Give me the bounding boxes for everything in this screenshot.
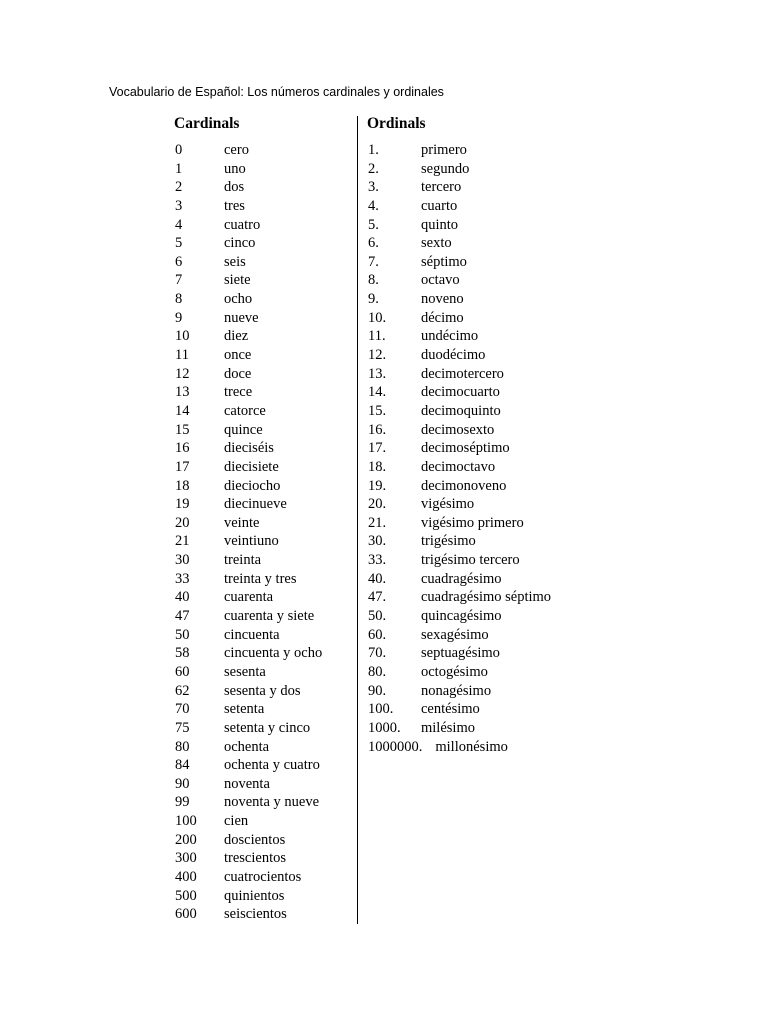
ordinal-row-word: cuadragésimo [421,570,502,587]
ordinal-row [368,458,551,477]
cardinal-row-number: 99 [175,794,190,811]
cardinal-row-number: 17 [175,458,190,475]
cardinal-row-number: 0 [175,142,183,158]
cardinal-row-number: 50 [175,626,190,643]
ordinal-row-number: 16. [368,421,387,438]
ordinal-row-word: sexagésimo [421,626,489,643]
cardinal-row-number: 500 [175,887,197,904]
cardinal-row-number: 80 [175,738,190,755]
ordinal-row-word: vigésimo [421,496,475,513]
cardinal-row-number: 11 [175,347,189,364]
ordinal-row [368,588,551,607]
cardinal-row [175,551,322,570]
ordinal-row-number: 7. [368,253,379,270]
ordinal-row-word: nonagésimo [421,682,492,699]
cardinal-row-word: cincuenta [224,626,280,643]
ordinal-row-word: segundo [421,160,470,177]
ordinal-row [368,607,551,626]
cardinal-row [175,663,322,682]
ordinal-row-word: vigésimo primero [421,514,524,531]
document-title: Vocabulario de Español: Los números cardinales y ordinales [109,85,444,99]
cardinal-row [175,290,322,309]
cardinal-row-word: cuarenta y siete [224,608,315,625]
cardinal-row-number: 33 [175,570,190,587]
ordinal-row [368,719,551,738]
ordinal-row-number: 1000000. [368,738,423,755]
cardinal-row-number: 14 [175,402,190,419]
cardinal-row [175,439,322,458]
cardinal-row [175,644,322,663]
cardinal-row-word: once [224,347,252,364]
cardinal-row-number: 16 [175,440,190,457]
ordinal-row-word: octavo [421,272,460,289]
ordinal-row-word: duodécimo [421,347,486,364]
ordinal-row [368,309,551,328]
ordinal-row-number: 19. [368,477,387,494]
cardinal-row [175,160,322,179]
cardinal-row-word: seis [224,253,246,270]
ordinal-row [368,160,551,179]
cardinal-row-word: cien [224,813,249,830]
cardinal-row [175,346,322,365]
cardinal-row-word: setenta y cinco [224,719,311,736]
cardinal-row-word: catorce [224,402,266,419]
ordinal-row-word: noveno [421,291,464,308]
column-divider [357,116,358,924]
ordinal-row-number: 3. [368,179,379,196]
ordinal-row-word: décimo [421,309,464,326]
cardinal-row [175,905,322,924]
ordinal-row [368,738,551,757]
cardinal-row [175,178,322,197]
cardinal-row [175,588,322,607]
cardinal-row-word: quinientos [224,887,285,904]
cardinal-row-word: sesenta [224,663,266,680]
ordinal-row-number: 47. [368,589,387,606]
cardinal-row [175,141,322,160]
cardinal-row-word: diecinueve [224,496,287,513]
cardinal-row-number: 5 [175,235,183,252]
cardinal-row [175,253,322,272]
cardinal-row-number: 13 [175,384,190,401]
cardinal-row [175,607,322,626]
cardinal-row-word: siete [224,272,251,289]
cardinal-row-number: 300 [175,850,197,867]
ordinal-row-word: decimoctavo [421,458,496,475]
cardinal-row-word: setenta [224,701,265,718]
cardinal-row-number: 60 [175,663,190,680]
cardinal-row [175,775,322,794]
cardinal-row-number: 8 [175,291,183,308]
ordinal-row [368,290,551,309]
cardinal-row-number: 75 [175,719,190,736]
ordinal-list [368,141,551,756]
cardinal-row-word: treinta y tres [224,570,297,587]
ordinals-heading: Ordinals [367,115,426,132]
cardinal-row-word: treinta [224,552,262,569]
cardinal-row-word: cero [224,142,249,158]
ordinal-row [368,216,551,235]
cardinal-row [175,197,322,216]
ordinal-row [368,551,551,570]
cardinal-row [175,849,322,868]
ordinal-row-number: 4. [368,197,379,214]
cardinal-row-number: 19 [175,496,190,513]
ordinal-row [368,253,551,272]
cardinal-row-word: tres [224,197,245,214]
ordinal-row [368,365,551,384]
cardinal-row-number: 400 [175,868,197,885]
cardinal-row [175,756,322,775]
cardinal-row-number: 12 [175,365,190,382]
cardinal-row [175,477,322,496]
cardinal-row [175,831,322,850]
ordinal-row [368,663,551,682]
ordinal-row-number: 40. [368,570,387,587]
ordinal-row [368,495,551,514]
cardinal-row [175,719,322,738]
cardinal-row-number: 47 [175,608,190,625]
cardinal-row-word: uno [224,160,246,177]
ordinal-row-word: séptimo [421,253,467,270]
ordinal-row-number: 17. [368,440,387,457]
cardinal-row-number: 600 [175,906,197,923]
ordinal-row-word: octogésimo [421,663,488,680]
cardinal-row [175,458,322,477]
cardinal-row-word: dieciocho [224,477,281,494]
ordinal-row-number: 11. [368,328,386,345]
cardinal-row [175,402,322,421]
cardinal-row-word: noventa [224,775,270,792]
cardinal-row-word: ochenta y cuatro [224,757,320,774]
ordinal-row-number: 12. [368,347,387,364]
ordinal-row-word: decimonoveno [421,477,507,494]
ordinal-row-word: milésimo [421,719,475,736]
cardinal-row [175,868,322,887]
cardinal-row-word: dieciséis [224,440,274,457]
ordinal-row [368,532,551,551]
ordinal-row-number: 70. [368,645,387,662]
ordinal-row [368,383,551,402]
cardinal-row-word: quince [224,421,263,438]
ordinal-row [368,197,551,216]
cardinal-row-word: cuatro [224,216,261,233]
cardinal-row [175,532,322,551]
cardinal-row [175,682,322,701]
ordinal-row [368,570,551,589]
ordinal-row [368,141,551,160]
cardinal-row-word: veinte [224,514,260,531]
cardinal-row-word: nueve [224,309,259,326]
cardinal-row-number: 84 [175,757,190,774]
ordinal-row [368,178,551,197]
cardinal-row [175,327,322,346]
cardinal-row-number: 1 [175,160,183,177]
cardinal-row [175,812,322,831]
ordinal-row [368,421,551,440]
ordinal-row-word: undécimo [421,328,479,345]
ordinal-row-number: 90. [368,682,387,699]
ordinal-row-word: decimotercero [421,365,504,382]
cardinal-row-number: 10 [175,328,190,345]
ordinal-row-number: 14. [368,384,387,401]
cardinal-row [175,421,322,440]
ordinal-row-word: tercero [421,179,462,196]
ordinal-row [368,439,551,458]
cardinal-row-word: trece [224,384,253,401]
cardinal-row-word: seiscientos [224,906,287,923]
cardinal-row [175,514,322,533]
cardinal-row [175,365,322,384]
ordinal-row-word: cuarto [421,197,458,214]
cardinal-row [175,887,322,906]
ordinal-row-word: quincagésimo [421,608,502,625]
cardinal-row-number: 100 [175,813,197,830]
cardinal-row-word: sesenta y dos [224,682,301,699]
cardinal-row [175,216,322,235]
ordinal-row [368,234,551,253]
ordinal-row-word: centésimo [421,701,480,718]
cardinal-row-word: doscientos [224,831,286,848]
cardinal-row-number: 90 [175,775,190,792]
ordinal-row [368,271,551,290]
cardinal-row-word: dos [224,179,245,196]
ordinal-row-number: 20. [368,496,387,513]
ordinal-row-number: 9. [368,291,379,308]
ordinal-row-number: 10. [368,309,387,326]
ordinal-row-word: decimocuarto [421,384,500,401]
cardinals-heading: Cardinals [174,115,240,132]
cardinal-row [175,738,322,757]
cardinal-row-number: 7 [175,272,183,289]
ordinal-row-number: 80. [368,663,387,680]
cardinal-row [175,700,322,719]
ordinal-row-word: millonésimo [435,738,508,755]
ordinal-row [368,644,551,663]
cardinal-row-number: 200 [175,831,197,848]
cardinal-row-number: 18 [175,477,190,494]
ordinal-row-number: 18. [368,458,387,475]
ordinal-row-word: decimoséptimo [421,440,510,457]
cardinal-row-word: diez [224,328,249,345]
ordinal-row [368,402,551,421]
cardinal-row-number: 15 [175,421,190,438]
cardinal-row-number: 20 [175,514,190,531]
ordinal-row-word: cuadragésimo séptimo [421,589,552,606]
ordinal-row [368,477,551,496]
cardinal-row [175,570,322,589]
ordinal-row [368,626,551,645]
cardinal-row-word: noventa y nueve [224,794,320,811]
ordinal-row-word: decimoquinto [421,402,501,419]
ordinal-row [368,346,551,365]
cardinal-row-number: 30 [175,552,190,569]
cardinal-row-word: cuatrocientos [224,868,302,885]
ordinal-row-number: 1. [368,142,379,158]
cardinal-row-word: cuarenta [224,589,274,606]
cardinal-row-number: 62 [175,682,190,699]
cardinal-row-number: 4 [175,216,183,233]
cardinal-row-word: trescientos [224,850,287,867]
cardinal-row [175,234,322,253]
cardinal-row [175,626,322,645]
cardinal-row-number: 40 [175,589,190,606]
cardinal-row [175,495,322,514]
cardinal-row-word: ocho [224,291,253,308]
cardinal-row-word: diecisiete [224,458,279,475]
ordinal-row-number: 6. [368,235,379,252]
cardinal-row-word: cinco [224,235,256,252]
ordinal-row-number: 30. [368,533,387,550]
ordinal-row-number: 2. [368,160,379,177]
ordinal-row [368,327,551,346]
cardinal-row-number: 21 [175,533,190,550]
ordinal-row-number: 15. [368,402,387,419]
ordinal-row [368,700,551,719]
ordinal-row-word: trigésimo tercero [421,552,520,569]
cardinal-row [175,793,322,812]
ordinal-row-number: 8. [368,272,379,289]
ordinal-row [368,682,551,701]
ordinal-row-word: quinto [421,216,459,233]
cardinal-row-number: 58 [175,645,190,662]
ordinal-row-number: 21. [368,514,387,531]
cardinal-row-word: cincuenta y ocho [224,645,323,662]
ordinal-row-number: 5. [368,216,379,233]
cardinal-row-number: 70 [175,701,190,718]
ordinal-row-word: decimosexto [421,421,495,438]
ordinal-row-number: 33. [368,552,387,569]
ordinal-row-word: septuagésimo [421,645,500,662]
cardinal-row-number: 3 [175,197,183,214]
cardinal-row [175,309,322,328]
ordinal-row-number: 100. [368,701,394,718]
ordinal-row-word: sexto [421,235,452,252]
cardinal-row-number: 9 [175,309,183,326]
ordinal-row-word: trigésimo [421,533,476,550]
cardinal-row [175,271,322,290]
ordinal-row-number: 60. [368,626,387,643]
cardinal-row-word: doce [224,365,252,382]
cardinal-row-number: 2 [175,179,183,196]
ordinal-row [368,514,551,533]
cardinal-row-number: 6 [175,253,183,270]
cardinal-list [175,141,322,924]
ordinal-row-number: 50. [368,608,387,625]
ordinal-row-number: 13. [368,365,387,382]
cardinal-row [175,383,322,402]
cardinal-row-word: ochenta [224,738,270,755]
ordinal-row-number: 1000. [368,719,401,736]
cardinal-row-word: veintiuno [224,533,279,550]
ordinal-row-word: primero [421,142,467,158]
